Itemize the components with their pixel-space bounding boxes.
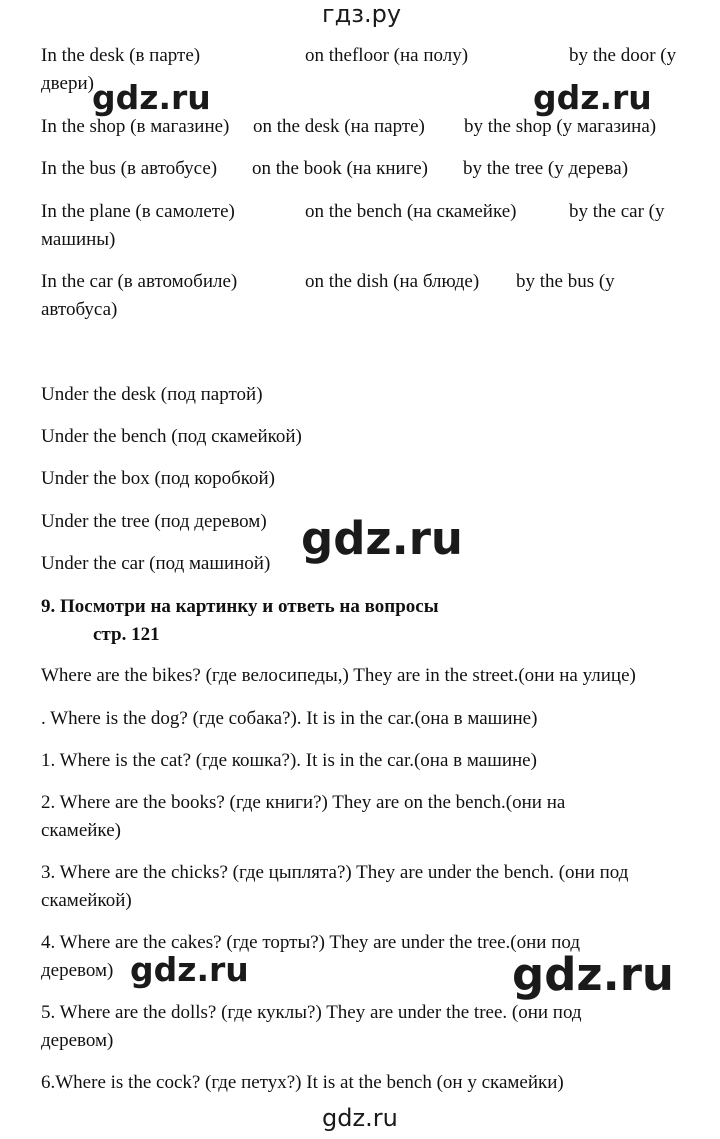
in-item: In the desk (в парте): [41, 45, 201, 66]
answer-line: 5. Where are the dolls? (где куклы?) They are under the tree. (они под: [41, 1002, 582, 1023]
on-item: on the book (на книге): [252, 158, 429, 179]
by-item-continuation: двери): [41, 73, 94, 94]
answer-line: Where are the bikes? (где велосипеды,) They are in the street.(они на улице): [41, 665, 636, 686]
in-item: In the car (в автомобиле): [41, 271, 238, 292]
in-item: In the plane (в самолете): [41, 201, 235, 222]
list-item: Under the bench (под скамейкой): [41, 426, 302, 447]
watermark-lower-left: gdz.ru: [130, 950, 249, 989]
list-item: Under the tree (под деревом): [41, 511, 267, 532]
watermark-lower-right: gdz.ru: [512, 948, 674, 1001]
answer-line: деревом): [41, 1030, 114, 1051]
by-item: by the door (у: [569, 45, 677, 66]
list-item: Under the box (под коробкой): [41, 468, 276, 489]
list-item: Under the desk (под партой): [41, 384, 263, 405]
watermark-center: gdz.ru: [301, 512, 463, 565]
on-item: on the desk (на парте): [253, 116, 425, 137]
by-item-continuation: машины): [41, 229, 116, 250]
exercise-page: стр. 121: [93, 624, 160, 645]
watermark-mid-left: gdz.ru: [92, 78, 211, 117]
on-item: on the bench (на скамейке): [305, 201, 517, 222]
answer-line: . Where is the dog? (где собака?). It is in the car.(она в машине): [41, 708, 538, 729]
exercise-title: 9. Посмотри на картинку и ответь на вопросы: [41, 596, 439, 617]
by-item-continuation: автобуса): [41, 299, 118, 320]
watermark-bottom: gdz.ru: [322, 1104, 398, 1132]
in-item: In the bus (в автобусе): [41, 158, 218, 179]
answer-line: 4. Where are the cakes? (где торты?) They are under the tree.(они под: [41, 932, 581, 953]
answer-line: 2. Where are the books? (где книги?) They are on the bench.(они на: [41, 792, 566, 813]
answer-line: скамейкой): [41, 890, 132, 911]
answer-line: деревом): [41, 960, 114, 981]
answer-line: 1. Where is the cat? (где кошка?). It is in the car.(она в машине): [41, 750, 537, 771]
by-item: by the car (у: [569, 201, 665, 222]
watermark-top: гдз.ру: [322, 0, 402, 28]
on-item: on the dish (на блюде): [305, 271, 480, 292]
list-item: Under the car (под машиной): [41, 553, 271, 574]
on-item: on thefloor (на полу): [305, 45, 469, 66]
by-item: by the shop (у магазина): [464, 116, 657, 137]
in-item: In the shop (в магазине): [41, 116, 230, 137]
answer-line: 3. Where are the chicks? (где цыплята?) They are under the bench. (они под: [41, 862, 629, 883]
watermark-mid-right: gdz.ru: [533, 78, 652, 117]
answer-line: 6.Where is the cock? (где петух?) It is at the bench (он у скамейки): [41, 1072, 564, 1093]
answer-line: скамейке): [41, 820, 121, 841]
by-item: by the bus (у: [516, 271, 615, 292]
by-item: by the tree (у дерева): [463, 158, 629, 179]
